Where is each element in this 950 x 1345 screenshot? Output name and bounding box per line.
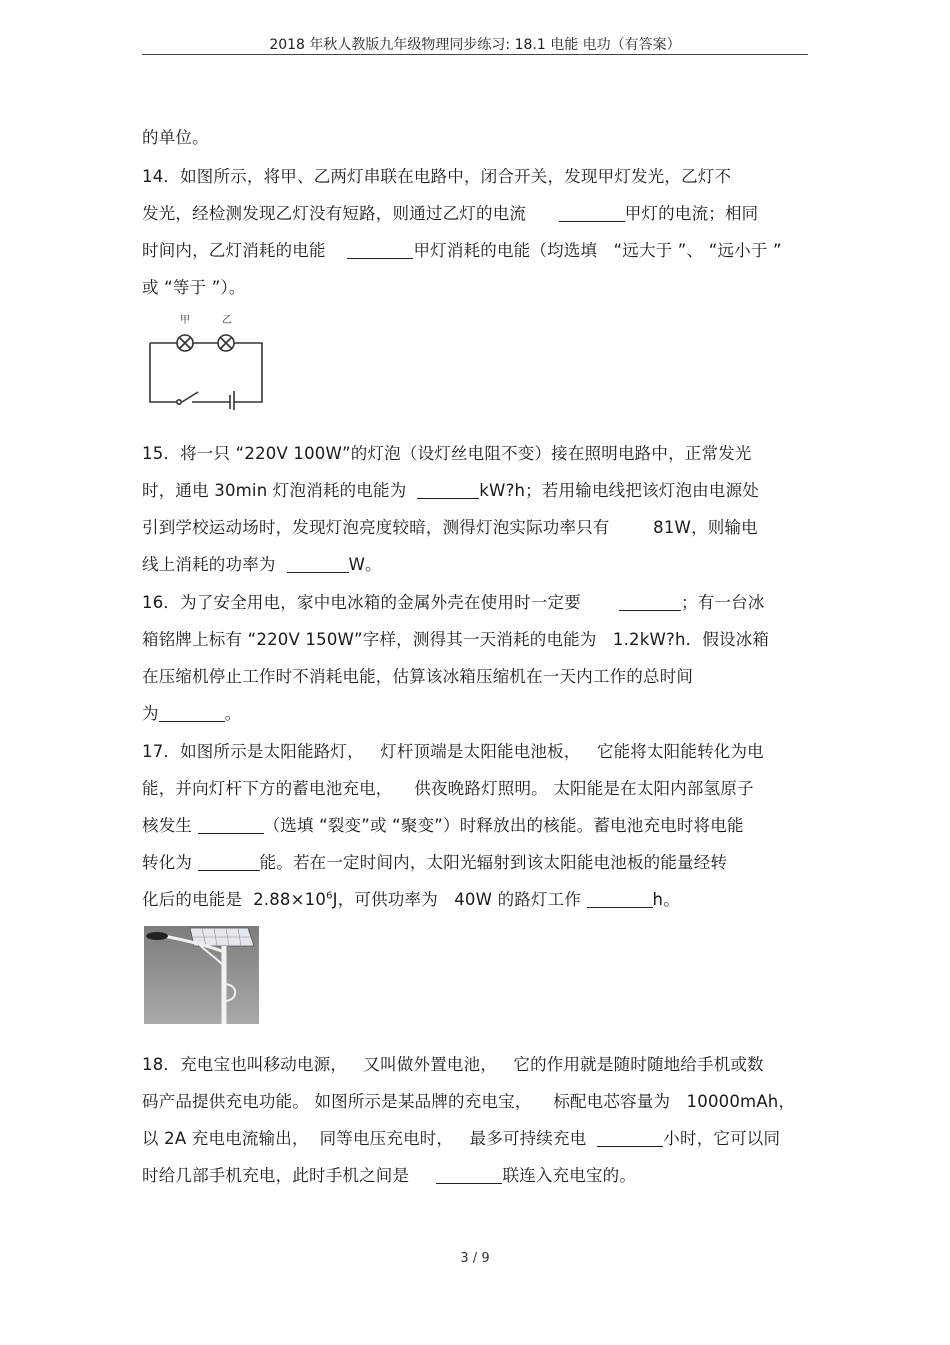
q15-line-2: 时，通电 30min 灯泡消耗的电能为 kW?h；若用输电线把该灯泡由电源处 — [142, 481, 759, 500]
text-line: 的单位。 — [142, 128, 209, 147]
q18-line-1: 18．充电宝也叫移动电源， 又叫做外置电池， 它的作用就是随时随地给手机或数 — [142, 1055, 764, 1074]
q17-line-2: 能，并向灯杆下方的蓄电池充电， 供夜晚路灯照明。 太阳能是在太阳内部氢原子 — [142, 779, 754, 798]
answer-blank — [347, 242, 413, 259]
q16-line-1: 16．为了安全用电，家中电冰箱的金属外壳在使用时一定要 ；有一台冰 — [142, 593, 765, 612]
q17-line-4: 转化为 能。若在一定时间内，太阳光辐射到该太阳能电池板的能量经转 — [142, 853, 728, 872]
switch-icon — [182, 392, 198, 402]
q16-line-3: 在压缩机停止工作时不消耗电能，估算该冰箱压缩机在一天内工作的总时间 — [142, 667, 694, 686]
answer-blank — [619, 594, 681, 611]
answer-blank — [198, 817, 264, 834]
answer-blank — [597, 1130, 663, 1147]
series-circuit-diagram — [142, 310, 272, 410]
lamp-label-b: 乙 — [222, 315, 232, 326]
answer-blank — [436, 1167, 502, 1184]
answer-blank — [287, 556, 349, 573]
answer-blank — [559, 205, 625, 222]
q18-line-4: 时给几部手机充电，此时手机之间是 联连入充电宝的。 — [142, 1166, 637, 1185]
q16-line-4: 为 。 — [142, 704, 242, 723]
page-number: 3 / 9 — [460, 1251, 490, 1266]
q17-line-1: 17．如图所示是太阳能路灯， 灯杆顶端是太阳能电池板， 它能将太阳能转化为电 — [142, 742, 764, 761]
q14-line-3: 时间内，乙灯消耗的电能 甲灯消耗的电能（均选填 “远大于 ”、 “远小于 ” — [142, 241, 782, 260]
answer-blank — [587, 891, 653, 908]
q14-line-4: 或 “等于 ”）。 — [142, 278, 246, 297]
q14-line-1: 14．如图所示，将甲、乙两灯串联在电路中，闭合开关，发现甲灯发光，乙灯不 — [142, 167, 732, 186]
q17-line-3: 核发生 （选填 “裂变”或 “聚变”）时释放出的核能。蓄电池充电时将电能 — [142, 816, 744, 835]
q15-line-3: 引到学校运动场时，发现灯泡亮度较暗，测得灯泡实际功率只有 81W，则输电 — [142, 518, 758, 537]
answer-blank — [417, 482, 479, 499]
page-header: 2018 年秋人教版九年级物理同步练习: 18.1 电能 电功（有答案） — [269, 37, 681, 53]
q16-line-2: 箱铭牌上标有 “220V 150W”字样，测得其一天消耗的电能为 1.2kW?h．假设冰箱 — [142, 630, 770, 649]
header-divider — [142, 54, 808, 55]
answer-blank — [198, 854, 260, 871]
answer-blank — [159, 705, 225, 722]
q14-line-2: 发光，经检测发现乙灯没有短路，则通过乙灯的电流 甲灯的电流；相同 — [142, 204, 759, 223]
q17-line-5: 化后的电能是 $2.88\times 10^6J$，可供功率为 40W 的路灯工作 h。 — [142, 890, 680, 909]
solar-street-light-photo — [144, 926, 259, 1024]
q15-line-1: 15．将一只 “220V 100W”的灯泡（设灯丝电阻不变）接在照明电路中，正常发光 — [142, 444, 752, 463]
lamp-head-icon — [146, 932, 168, 940]
q18-line-2: 码产品提供充电功能。 如图所示是某品牌的充电宝， 标配电芯容量为 10000mAh， — [142, 1092, 796, 1111]
q18-line-3: 以 2A 充电电流输出， 同等电压充电时， 最多可持续充电 小时，它可以同 — [142, 1129, 781, 1148]
q15-line-4: 线上消耗的功率为 W。 — [142, 555, 382, 574]
lamp-label-a: 甲 — [180, 315, 190, 326]
